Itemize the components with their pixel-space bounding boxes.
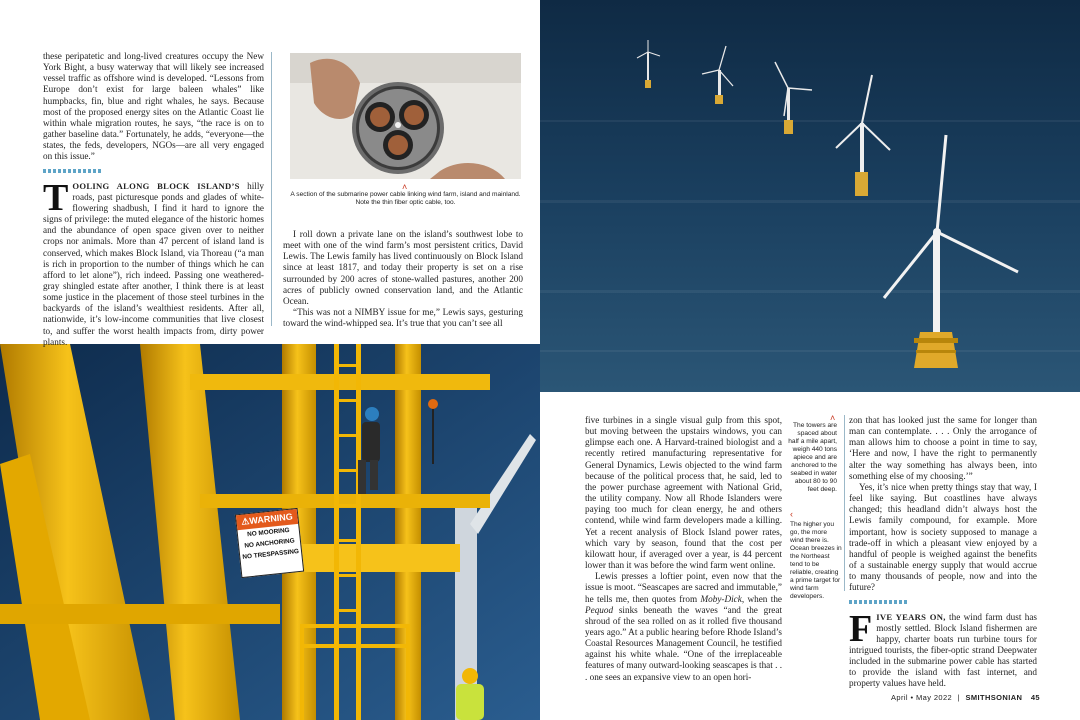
col3-para-2: Lewis presses a loftier point, even now that the issue is moot. “Seascapes are sacred and immutable,” he tells me, then quotes from Moby-Dick, when the Pequod sinks beneath the waves “and the great shroud of the sea rolled on as it rolled five thousand years ago.” At a public hearing before Rhode Island’s Coastal Resources Management Council, he testified against his white whale. “One of the irreplaceable features of many outward-looking seascapes is that . . . one sees an expansive view to an open hori- [585,571,783,682]
column-4 [849,415,1037,690]
side-caption-1-caret: ˄ [830,413,836,423]
column-3 [585,415,782,683]
section-divider-dots-2 [849,600,1037,604]
col4-para-1: zon that has looked just the same for longer than man can contemplate. . . . Only the arrogance of man allows him to choose a point in time to say, ‘Here and now, I have the right to permanently alter the way something has always been, into something else of my choosing.’” [849,415,1037,481]
cable-caption: A section of the submarine power cable linking wind farm, island and mainland. Note the thin fiber optic cable, too. [290,191,521,206]
footer-page-number: 45 [1030,693,1040,702]
warning-sign-header: ⚠WARNING [236,509,298,530]
side-caption-2: The higher you go, the more wind there is. Ocean breezes in the Northeast tend to be reliable, creating a prime target for wind farm developers. [790,521,842,600]
col1-para-rest-wrap [43,176,264,348]
warning-line-3: NO TRESPASSING [242,547,300,561]
col4-para-3-wrap [849,607,1037,690]
wind-farm-photo [540,0,1080,392]
col1-para-rest: hilly roads, past picturesque ponds and glades of white-flowering shadbush, I find it hard to ignore the signs of privilege: the muted elegance of the historic homes and the abundance of open space given over to neither crops nor animals. More than 47 percent of island land is conserved, which makes Block Island, via Thoreau (“a man is rich in proportion to the number of things which he can afford to let alone”), rich indeed. Passing one weathered-gray shingled estate after another, I think there is at least some justice in the placement of those steel turbines in the backyards of the island’s wealthiest residents. After all, nationwide, it’s low-income communities that live closest to, and suffer the worst health impacts from, dirty power plants. [43,180,264,347]
column-rule-1 [271,52,272,326]
cable-photo [290,53,521,179]
caption-caret-up: ˄ [402,182,408,192]
side-caption-1: The towers are spaced about half a mile apart, weigh 440 tons apiece and are anchored to the seabed in water about 80 to 90 feet deep. [788,422,837,493]
footer-magazine: SMITHSONIAN [965,693,1023,702]
column-2 [283,229,523,329]
col1-para-top: these peripatetic and long-lived creatures occupy the New York Bight, a busy waterway that will likely see increased vessel traffic as offshore wind is developed. “Lessons from Europe don’t exist for large baleen whales” like humpbacks, fin, blue and right whales, he says. Because most of the proposed energy sites on the Atlantic Coast lie within whale migration routes, he says, “the race is on to gather baseline data.” Fortunately, he adds, “everyone—the states, the feds, developers, NGOs—are all very engaged on this issue.” [43,51,264,162]
warning-sign [235,508,304,578]
lead-in-text: OOLING ALONG BLOCK ISLAND’S [72,180,240,191]
page-footer: April • May 2022 | SMITHSONIAN 45 [890,693,1040,702]
warning-line-1: NO MOORING [246,526,290,539]
col2-para-2: “This was not a NIMBY issue for me,” Lewis says, gesturing toward the wind-whipped sea. It’s true that you can’t see all [283,307,523,329]
col4-para-2: Yes, it’s nice when pretty things stay that way, I feel like saying. But coastlines have always changed; this headland didn’t always host the Lewis family compound, for example. More important, how is society supposed to manage a trade-off in which a pleasant view enjoyed by a handful of people is weighed against the benefits of a sustainable energy supply that would accrue to many thousands of people, now and into the future? [849,481,1037,593]
col2-para-1: I roll down a private lane on the island’s southwest lobe to meet with one of the wind farm’s most persistent critics, David Lewis. The Lewis family has lived continuously on Block Island since at least 1817, and today their property is set on a rise surrounded by 200 acres of stone-walled pastures, another 200 acres of publicly owned conservation land, and the Atlantic Ocean. [283,229,523,306]
side-caption-2-caret: ‹ [790,509,793,519]
footer-date: April • May 2022 [890,693,953,702]
pequod-name: Pequod [585,604,614,615]
dropcap-f: F [849,607,873,650]
warning-line-2: NO ANCHORING [244,537,296,550]
moby-dick-title: Moby-Dick [700,593,742,604]
dropcap-t: T [43,176,69,219]
col3-para-1: five turbines in a single visual gulp from this spot, but moving between the upstairs windows, you can glimpse each one. A Harvard-trained biologist and a recently retired manufacturing representative for General Dynamics, Lewis objected to the wind farm because of the political process that, he said, led to the power purchase agreement with National Grid, the utility company. Now all Rhode Islanders were paying too much for clean energy, he and others contend, while wind farm developers made a killing. Yet a recent analysis of Block Island power rates, which vary by season, found that the cost per kilowatt hour, if averaged over a year, is 44 percent lower than it was before the wind farm went online. [585,415,782,571]
column-rule-2 [844,415,845,591]
col4-para-3: the wind farm dust has mostly settled. Block Island fishermen are happy, charter boats run turbine tours for intrigued tourists, the fiber-optic strand Deepwater included in the submarine power cable has started to provide the island with fast internet, and property values have held. [849,611,1037,689]
warning-triangle-icon: ⚠ [240,516,250,527]
section-divider-dots [43,169,264,173]
lead-in-text-2: IVE YEARS ON, [876,611,946,622]
column-1 [43,51,264,348]
